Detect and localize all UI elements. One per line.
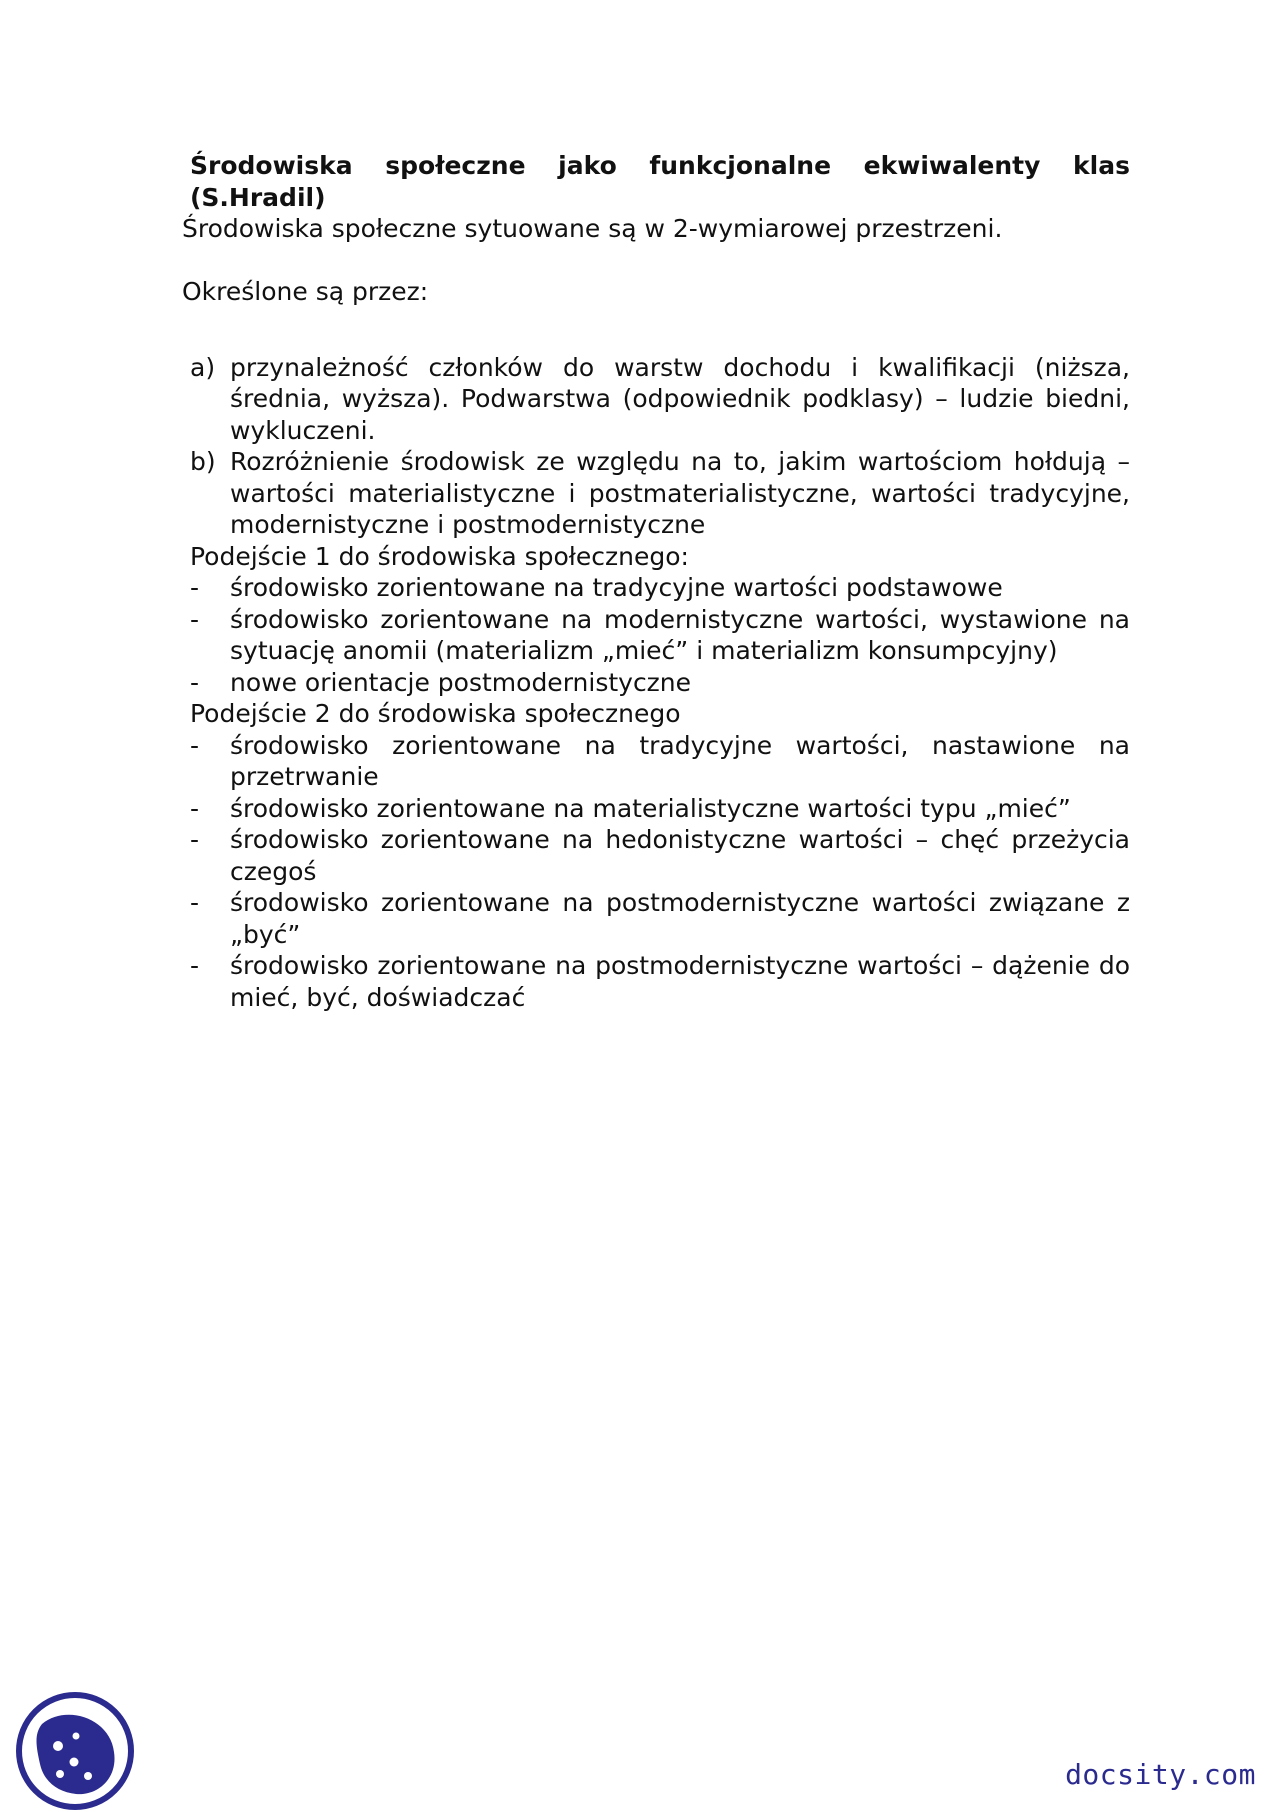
approach2-heading: Podejście 2 do środowiska społecznego <box>190 699 681 728</box>
item-text: środowisko zorientowane na postmodernistyczne wartości – dążenie do mieć, być, doświadczać <box>230 951 1130 1012</box>
item-text: środowisko zorientowane na tradycyjne wartości, nastawione na przetrwanie <box>230 730 1130 791</box>
approach2-item <box>190 793 1130 825</box>
item-text: środowisko zorientowane na modernistyczne wartości, wystawione na sytuację anomii (materializm „mieć” i materializm konsumpcyjny) <box>230 604 1130 665</box>
watermark-text[interactable]: docsity.com <box>1065 1758 1256 1791</box>
item-marker: - <box>190 667 200 697</box>
item-text: środowisko zorientowane na postmodernistyczne wartości związane z „być” <box>230 888 1130 949</box>
approach2-item <box>190 730 1130 793</box>
document-title: Środowiska społeczne jako funkcjonalne ekwiwalenty klas (S.Hradil) <box>190 151 1130 212</box>
approach1-heading: Podejście 1 do środowiska społecznego: <box>190 541 689 571</box>
approach1-item <box>190 604 1130 667</box>
spacer <box>182 308 1130 352</box>
item-marker: - <box>190 573 200 602</box>
determined-by-line: Określone są przez: <box>182 277 429 306</box>
approach2-item <box>190 824 1130 887</box>
item-marker: - <box>190 951 200 980</box>
item-text: przynależność członków do warstw dochodu i kwalifikacji (niższa, średnia, wyższa). Podwarstwa (odpowiednik podklasy) – ludzie biedni, wykluczeni. <box>230 352 1130 445</box>
lettered-item-b <box>190 446 1130 541</box>
docsity-logo-icon[interactable] <box>14 1690 136 1812</box>
item-text: środowisko zorientowane na materialistyczne wartości typu „mieć” <box>230 793 1071 823</box>
lettered-item-a <box>190 352 1130 447</box>
item-marker: b) <box>190 447 216 476</box>
item-marker: - <box>190 793 200 823</box>
item-marker: - <box>190 604 200 634</box>
item-text: Rozróżnienie środowisk ze względu na to, jakim wartościom hołdują – wartości materialistyczne i postmaterialistyczne, wartości tradycyjne, modernistyczne i postmodernistyczne <box>230 447 1130 539</box>
approach1-item <box>190 572 1130 604</box>
item-text: środowisko zorientowane na tradycyjne wartości podstawowe <box>230 573 1003 602</box>
approach2-item <box>190 950 1130 1013</box>
spacer <box>182 245 1130 277</box>
item-marker: - <box>190 825 200 854</box>
item-text: środowisko zorientowane na hedonistyczne wartości – chęć przeżycia czegoś <box>230 825 1130 886</box>
item-marker: - <box>190 730 200 760</box>
item-text: nowe orientacje postmodernistyczne <box>230 667 692 697</box>
intro-paragraph: Środowiska społeczne sytuowane są w 2-wymiarowej przestrzeni. <box>182 214 1003 243</box>
item-marker: a) <box>190 352 216 382</box>
document-body <box>182 150 1130 1013</box>
item-marker: - <box>190 888 200 917</box>
approach2-item <box>190 887 1130 950</box>
approach1-item <box>190 667 1130 699</box>
